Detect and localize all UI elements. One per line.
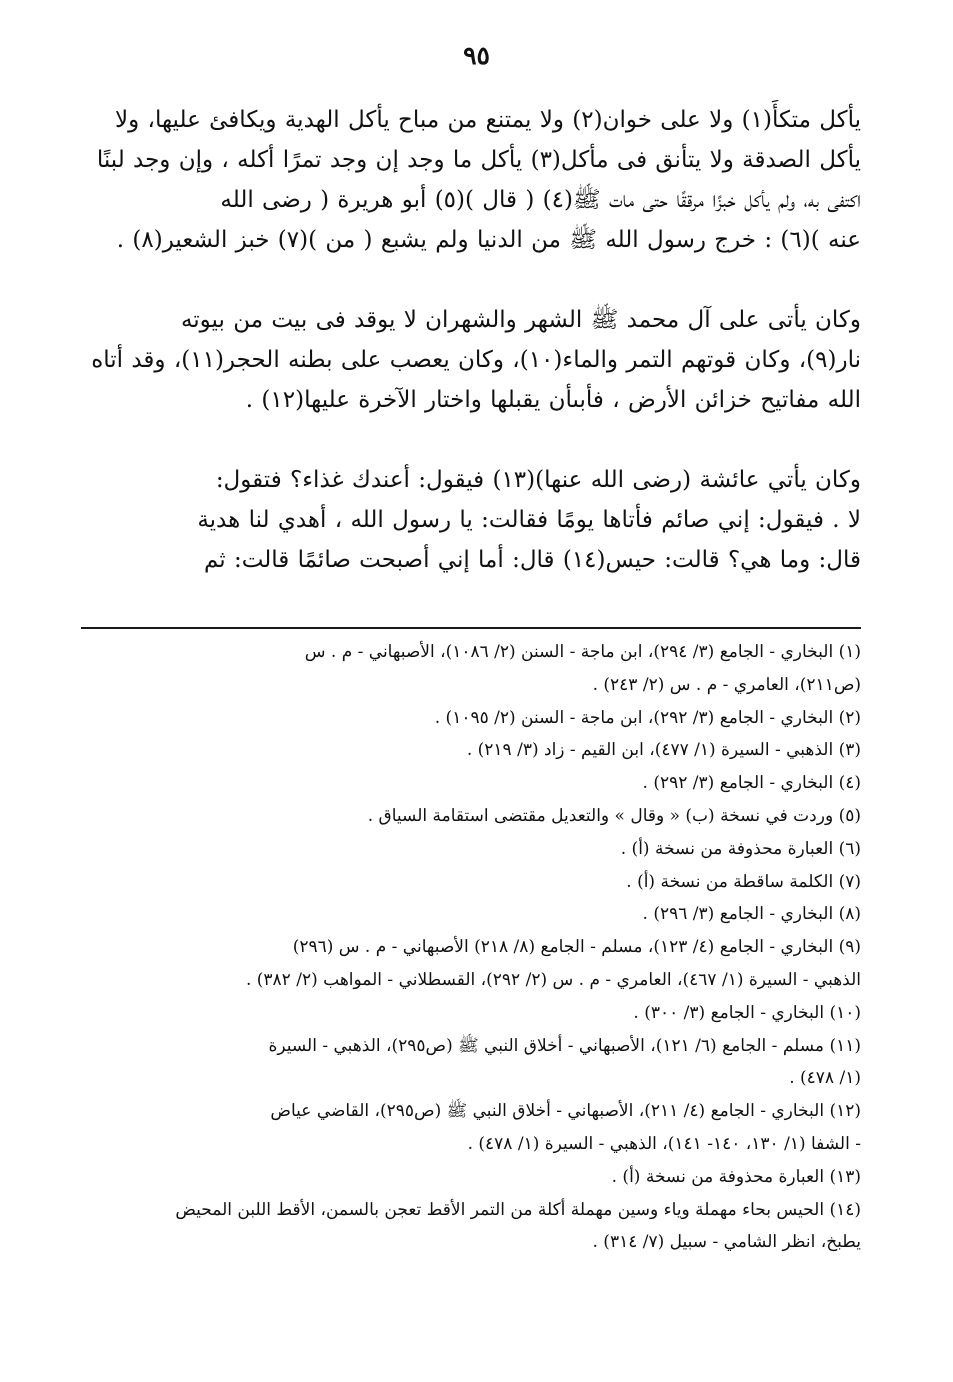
- footnote-line: الذهبي - السيرة (١/ ٤٦٧)، العامري - م . س (٢/ ٢٩٢)، القسطلاني - المواهب (٢/ ٣٨٢) .: [245, 969, 861, 990]
- footnote-11: [81, 1030, 861, 1096]
- footnote-line: (٤) البخاري - الجامع (٣/ ٢٩٢) .: [642, 773, 861, 794]
- text-line: الله مفاتيح خزائن الأرض ، فأبىأن يقبلها واختار الآخرة عليها(١٢) .: [245, 387, 861, 413]
- footnote-line: (٦) العبارة محذوفة من نسخة (أ) .: [620, 838, 861, 859]
- footnote-7: [81, 866, 861, 899]
- text-line: يأكل متكأً(١) ولا على خوان(٢) ولا يمتنع من مباح يأكل الهدية ويكافئ عليها، ولا: [114, 107, 861, 133]
- text-line: نار(٩)، وكان قوتهم التمر والماء(١٠)، وكان يعصب على بطنه الحجر(١١)، وقد أتاه: [91, 347, 861, 373]
- footnote-1: [81, 636, 861, 702]
- paragraph-eating-habits: [90, 100, 861, 300]
- footnote-10: [81, 997, 861, 1030]
- text-line: وكان يأتى على آل محمد ﷺ الشهر والشهران لا يوقد فى بيت من بيوته: [180, 307, 861, 333]
- footnote-line: (٢) البخاري - الجامع (٣/ ٢٩٢)، ابن ماجة - السنن (٢/ ١٠٩٥) .: [434, 707, 861, 728]
- paragraph-aisha: [90, 460, 861, 586]
- footnote-line: (ص٢١١)، العامري - م . س (٢/ ٢٤٣) .: [592, 674, 861, 695]
- text-line: لا . فيقول: إني صائم فأتاها يومًا فقالت: يا رسول الله ، أهدي لنا هدية: [197, 507, 861, 533]
- footnote-9: [81, 931, 861, 997]
- main-text: [90, 100, 861, 586]
- footnote-line: (١/ ٤٧٨) .: [789, 1068, 861, 1089]
- footnote-14: [81, 1194, 861, 1260]
- footnote-8: [81, 898, 861, 931]
- page-number: ٩٥: [463, 41, 490, 70]
- footnote-line: (١) البخاري - الجامع (٣/ ٢٩٤)، ابن ماجة - السنن (٢/ ١٠٨٦)، الأصبهاني - م . س: [304, 642, 861, 662]
- footnote-line: (١١) مسلم - الجامع (٦/ ١٢١)، الأصبهاني - أخلاق النبي ﷺ (ص٢٩٥)، الذهبي - السيرة: [268, 1035, 861, 1056]
- footnote-line: (١٢) البخاري - الجامع (٤/ ٢١١)، الأصبهاني - أخلاق النبي ﷺ (ص٢٩٥)، القاضي عياض: [270, 1101, 861, 1122]
- footnotes-list: [81, 636, 861, 1259]
- footnote-12: [81, 1095, 861, 1161]
- text-line: اكتفى به، ولم يأكل خبزًا مرققًا حتى مات ﷺ(٤) ( قال )(٥) أبو هريرة ( رضى الله: [220, 187, 861, 213]
- footnote-6: [81, 833, 861, 866]
- footnote-5: [81, 800, 861, 833]
- text-line: قال: وما هي؟ قالت: حيس(١٤) قال: أما إني أصبحت صائمًا قالت: ثم: [203, 547, 861, 573]
- footnote-line: (٣) الذهبي - السيرة (١/ ٤٧٧)، ابن القيم - زاد (٣/ ٢١٩) .: [466, 740, 861, 761]
- footnote-divider: [81, 627, 861, 629]
- footnote-line: (١٤) الحيس بحاء مهملة وياء وسين مهملة أكلة من التمر الأقط تعجن بالسمن، الأقط اللبن المحيض: [175, 1199, 861, 1220]
- footnote-line: (٥) وردت في نسخة (ب) « وقال » والتعديل مقتضى استقامة السياق .: [367, 805, 861, 826]
- text-line: وكان يأتي عائشة (رضى الله عنها)(١٣) فيقول: أعندك غذاء؟ فتقول:: [215, 467, 861, 493]
- footnote-line: (١٠) البخاري - الجامع (٣/ ٣٠٠) .: [633, 1002, 861, 1023]
- footnote-line: (١٣) العبارة محذوفة من نسخة (أ) .: [611, 1166, 861, 1187]
- text-line: عنه )(٦) : خرج رسول الله ﷺ من الدنيا ولم يشبع ( من )(٧) خبز الشعير(٨) .: [116, 227, 861, 253]
- footnote-2: [81, 702, 861, 735]
- footnote-line: (٧) الكلمة ساقطة من نسخة (أ) .: [626, 871, 861, 892]
- footnote-line: - الشفا (١/ ١٣٠، ١٤٠- ١٤١)، الذهبي - السيرة (١/ ٤٧٨) .: [467, 1133, 861, 1154]
- footnote-line: (٨) البخاري - الجامع (٣/ ٢٩٦) .: [642, 904, 861, 925]
- text-line: يأكل الصدقة ولا يتأنق فى مأكل(٣) يأكل ما وجد إن وجد تمرًا أكله ، وإن وجد لبنًا: [96, 147, 861, 173]
- footnote-13: [81, 1161, 861, 1194]
- footnote-3: [81, 734, 861, 767]
- paragraph-household: [90, 300, 861, 460]
- footnote-line: يطبخ، انظر الشامي - سبيل (٧/ ٣١٤) .: [592, 1232, 861, 1253]
- footnote-4: [81, 767, 861, 800]
- footnote-line: (٩) البخاري - الجامع (٤/ ١٢٣)، مسلم - الجامع (٨/ ٢١٨) الأصبهاني - م . س (٢٩٦): [292, 937, 861, 958]
